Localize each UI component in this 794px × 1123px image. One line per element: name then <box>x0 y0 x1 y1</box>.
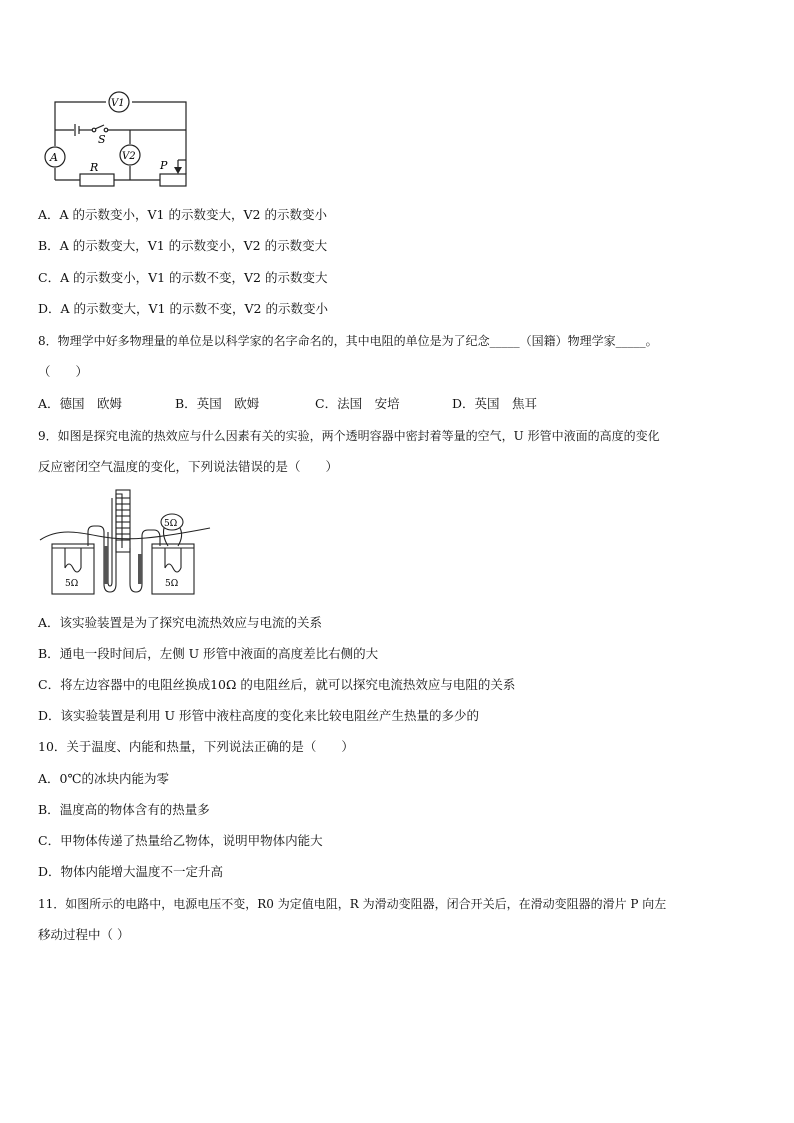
slider-label: P <box>160 159 168 172</box>
q8-option-c: C．法国 安培 <box>315 396 400 411</box>
q8-stem-line1: 8．物理学中好多物理量的单位是以科学家的名字命名的，其中电阻的单位是为了纪念_____（国籍）物理学家_____。 <box>38 334 658 348</box>
q11-stem-line2: 移动过程中（ ） <box>38 927 130 942</box>
resistor-label: R <box>90 161 99 174</box>
q10-option-b: B．温度高的物体含有的热量多 <box>38 802 210 817</box>
q8-option-a: A．德国 欧姆 <box>38 396 123 411</box>
q7-option-d: D．A 的示数变大，V1 的示数不变，V2 的示数变小 <box>38 301 328 316</box>
left-resistor-label: 5Ω <box>65 579 79 589</box>
q9-option-b: B．通电一段时间后，左侧 U 形管中液面的高度差比右侧的大 <box>38 646 379 661</box>
q8-option-b: B．英国 欧姆 <box>175 396 260 411</box>
q10-option-c: C．甲物体传递了热量给乙物体，说明甲物体内能大 <box>38 833 323 848</box>
q10-option-a: A．0℃的冰块内能为零 <box>38 771 169 786</box>
q8-option-d: D．英国 焦耳 <box>452 396 538 411</box>
q7-option-c: C．A 的示数变小，V1 的示数不变，V2 的示数变大 <box>38 270 328 285</box>
q9-stem-line1: 9．如图是探究电流的热效应与什么因素有关的实验，两个透明容器中密封着等量的空气，U 形管中液面的高度的变化 <box>38 429 660 443</box>
q10-stem: 10．关于温度、内能和热量，下列说法正确的是（ ） <box>38 739 354 754</box>
q9-option-d: D．该实验装置是利用 U 形管中液柱高度的变化来比较电阻丝产生热量的多少的 <box>38 708 480 723</box>
q8-stem-line2: （ ） <box>38 364 89 379</box>
v2-label: V2 <box>122 151 136 162</box>
ammeter-label: A <box>50 151 58 164</box>
q7-option-a: A．A 的示数变小，V1 的示数变大，V2 的示数变小 <box>38 207 327 222</box>
switch-label: S <box>98 133 106 146</box>
q9-option-a: A．该实验装置是为了探究电流热效应与电流的关系 <box>38 615 323 630</box>
v1-label: V1 <box>111 98 125 109</box>
q10-option-d: D．物体内能增大温度不一定升高 <box>38 864 224 879</box>
q9-option-c: C．将左边容器中的电阻丝换成10Ω 的电阻丝后，就可以探究电流热效应与电阻的关系 <box>38 677 516 692</box>
circuit-diagram <box>38 88 198 190</box>
right-resistor-label: 5Ω <box>165 579 179 589</box>
q11-stem-line1: 11．如图所示的电路中，电源电压不变，R0 为定值电阻，R 为滑动变阻器，闭合开关后，在滑动变阻器的滑片 P 向左 <box>38 897 667 911</box>
q9-stem-line2: 反应密闭空气温度的变化，下列说法错误的是（ ） <box>38 459 339 474</box>
external-resistor-label: 5Ω <box>164 519 178 529</box>
joule-heating-apparatus <box>38 488 213 600</box>
q7-option-b: B．A 的示数变大，V1 的示数变小，V2 的示数变大 <box>38 238 328 253</box>
